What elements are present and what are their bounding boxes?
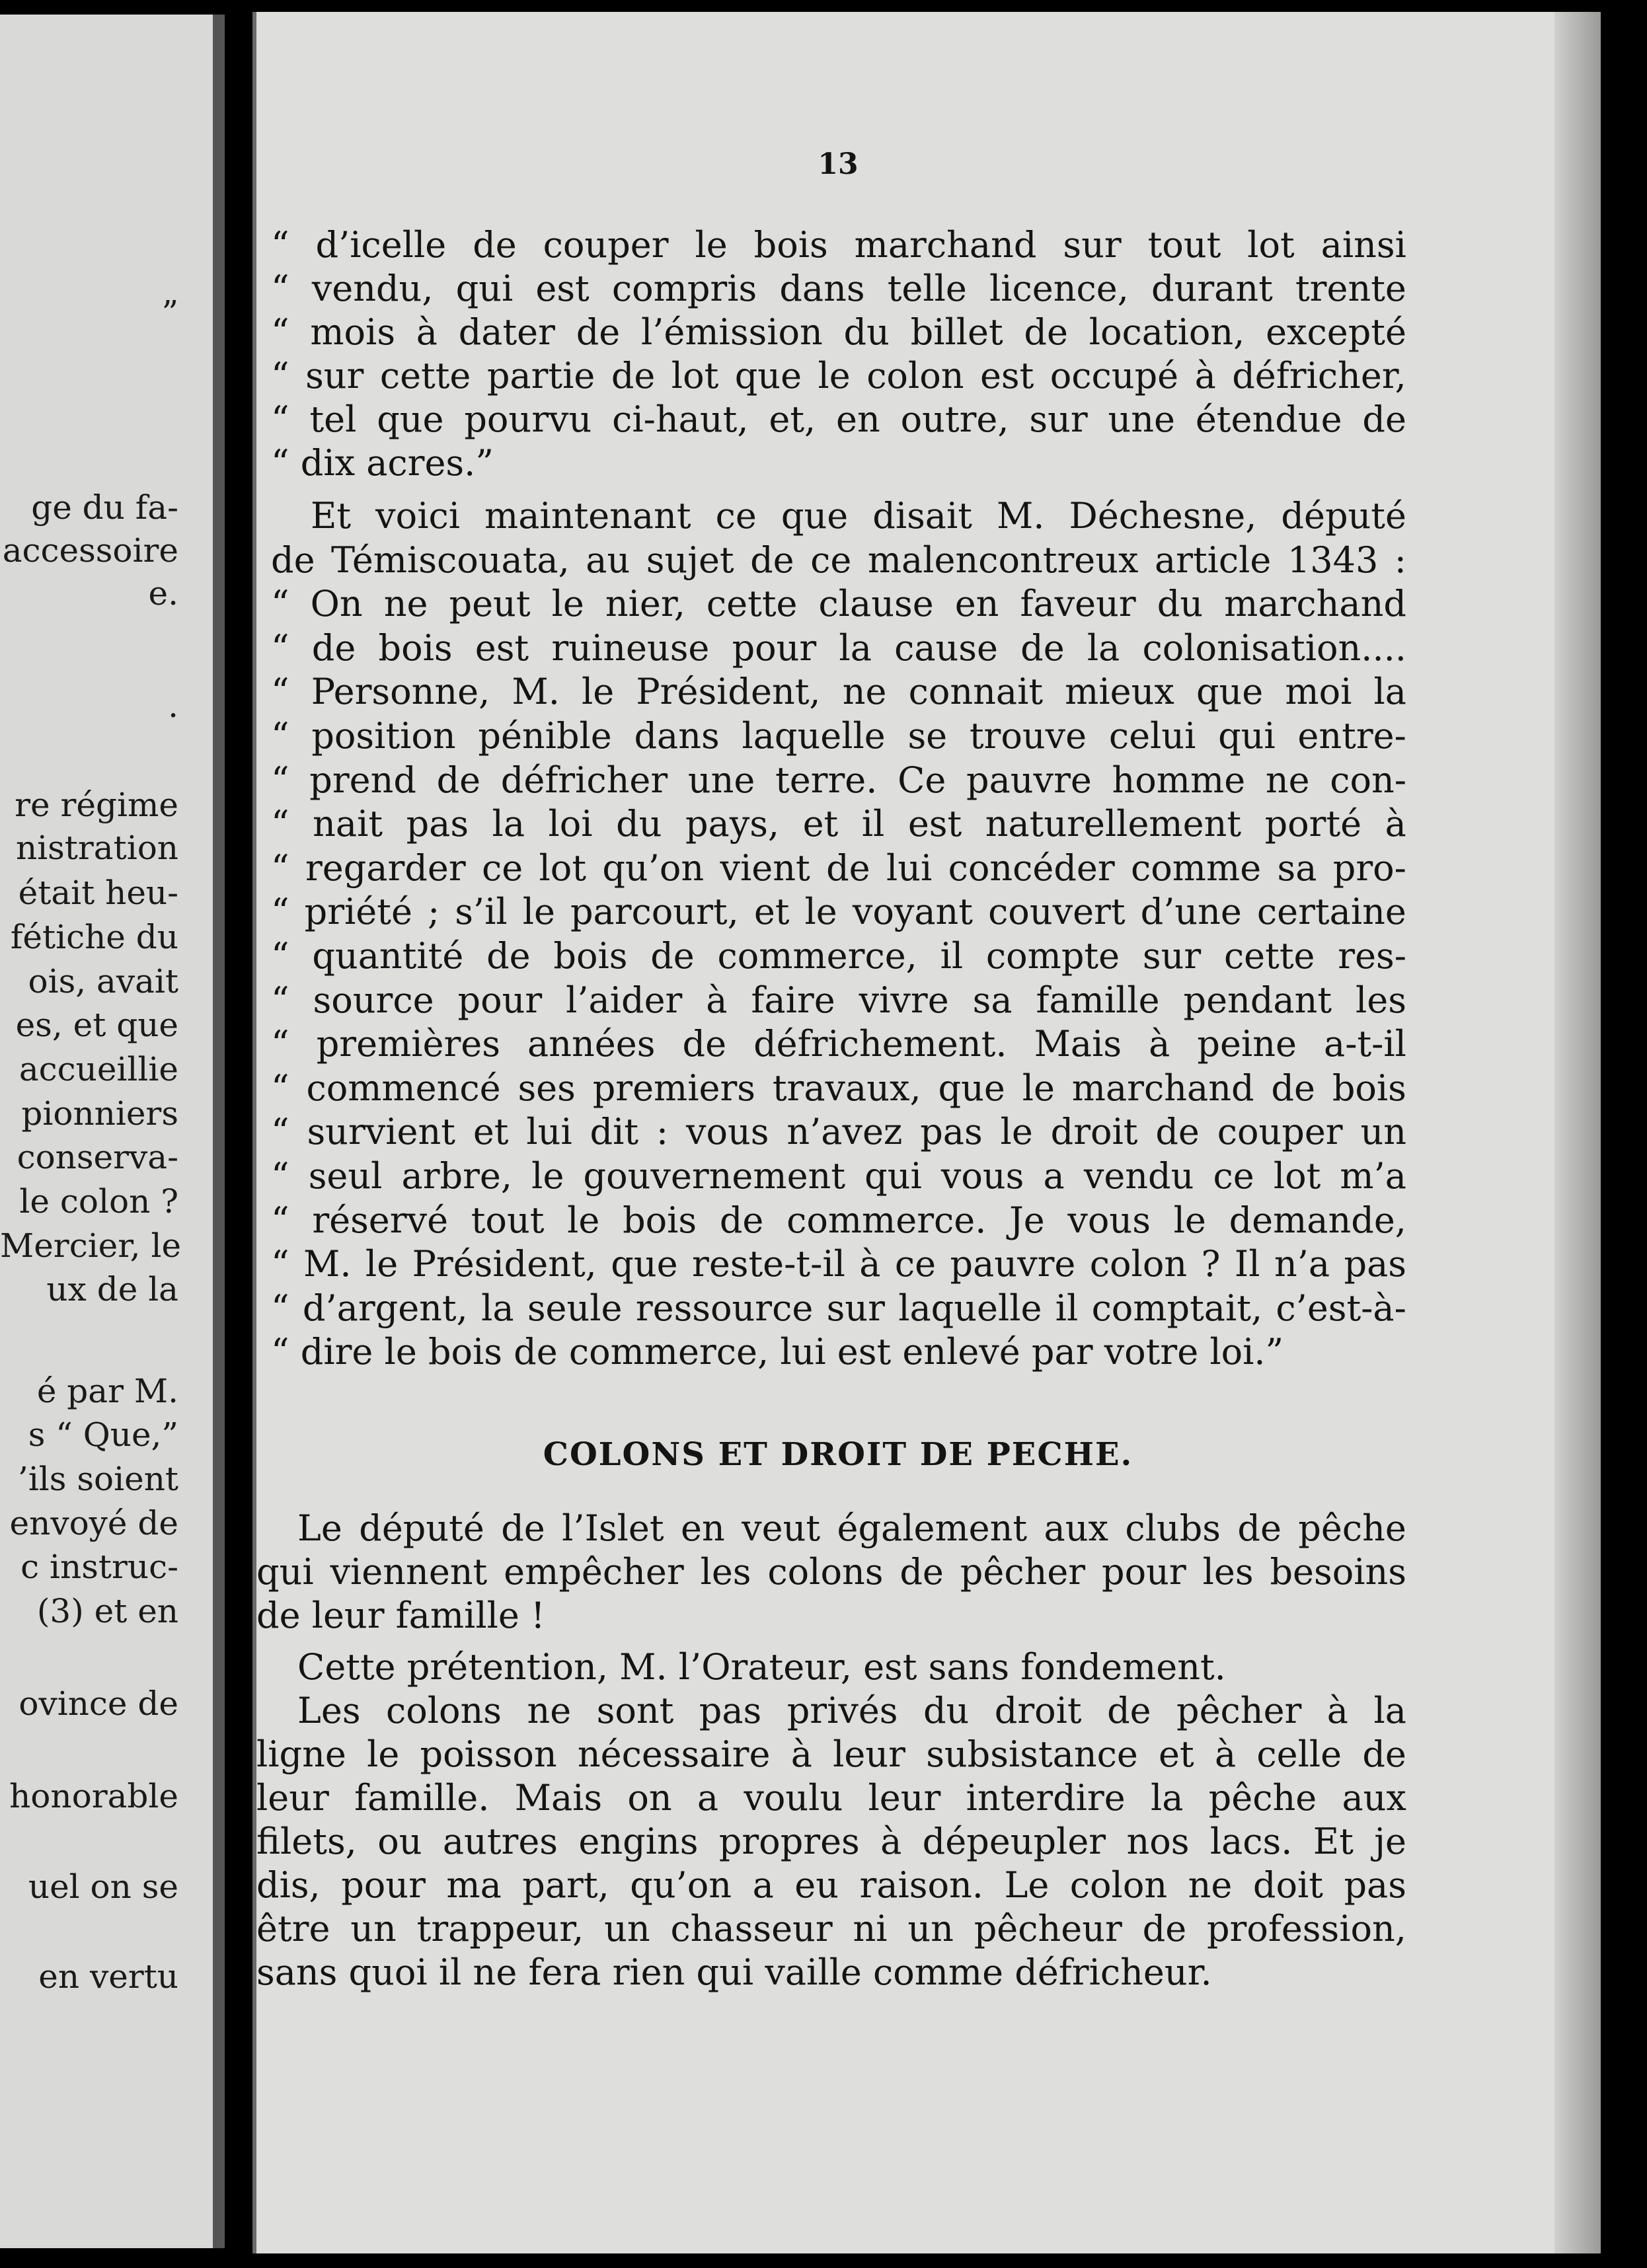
- left-page-line: .: [168, 687, 178, 725]
- left-page-line: s “ Que,”: [28, 1416, 178, 1454]
- left-page-line: é par M.: [36, 1372, 178, 1410]
- paragraph-2-line: “ nait pas la loi du pays, et il est naturellement porté à: [271, 803, 1406, 845]
- left-page-line: ”: [161, 293, 178, 332]
- paragraph-1-line: “ sur cette partie de lot que le colon est occupé à défricher,: [271, 355, 1406, 397]
- left-page-line: re régime: [15, 786, 178, 824]
- left-page-line: uel on se: [28, 1868, 178, 1906]
- left-page-line: ovince de: [19, 1684, 178, 1723]
- paragraph-1-line: “ vendu, qui est compris dans telle licence, durant trente: [271, 268, 1406, 309]
- paragraph-2-line: “ priété ; s’il le parcourt, et le voyant couvert d’une certaine: [271, 891, 1406, 933]
- paragraph-2-line: de Témiscouata, au sujet de ce malencontreux article 1343 :: [271, 539, 1406, 581]
- paragraph-2-line: “ On ne peut le nier, cette clause en faveur du marchand: [271, 583, 1406, 625]
- paragraph-5-line: être un trappeur, un chasseur ni un pêcheur de profession,: [256, 1908, 1406, 1949]
- page-number: 13: [818, 147, 859, 181]
- paragraph-2-line: “ source pour l’aider à faire vivre sa famille pendant les: [271, 979, 1406, 1021]
- paragraph-5-line: sans quoi il ne fera rien qui vaille comme défricheur.: [256, 1951, 1212, 1993]
- left-page-line: es, et que: [15, 1006, 178, 1044]
- paragraph-3-line: qui viennent empêcher les colons de pêcher pour les besoins: [256, 1551, 1406, 1593]
- left-page-line: ux de la: [46, 1270, 178, 1308]
- paragraph-1-line: “ tel que pourvu ci-haut, et, en outre, sur une étendue de: [271, 398, 1406, 440]
- paragraph-2-line: “ prend de défricher une terre. Ce pauvre homme ne con-: [271, 759, 1406, 801]
- paragraph-2-line: “ Personne, M. le Président, ne connait mieux que moi la: [271, 671, 1406, 713]
- left-page-line: fétiche du: [10, 918, 178, 956]
- left-page-line: ge du fa-: [31, 488, 178, 527]
- paragraph-1-line: “ dix acres.”: [271, 442, 494, 484]
- paragraph-2-line: “ premières années de défrichement. Mais à peine a-t-il: [271, 1023, 1406, 1065]
- left-page-line: e.: [148, 574, 178, 613]
- paragraph-2-line: “ regarder ce lot qu’on vient de lui concéder comme sa pro-: [271, 847, 1406, 889]
- paragraph-2-line: “ commencé ses premiers travaux, que le marchand de bois: [271, 1067, 1406, 1109]
- left-page-line: honorable: [9, 1777, 178, 1815]
- paragraph-4-line: Cette prétention, M. l’Orateur, est sans fondement.: [297, 1646, 1226, 1688]
- left-page-line: en vertu: [38, 1957, 178, 1996]
- page-gutter: [213, 15, 225, 2248]
- paragraph-3-line: Le député de l’Islet en veut également aux clubs de pêche: [297, 1507, 1406, 1549]
- page-edge: [1554, 12, 1601, 2253]
- left-page-line: était heu-: [18, 874, 178, 912]
- paragraph-2-line: “ quantité de bois de commerce, il compte sur cette res-: [271, 935, 1406, 977]
- paragraph-5-line: Les colons ne sont pas privés du droit de pêcher à la: [297, 1690, 1406, 1731]
- left-page-line: accessoire: [2, 531, 178, 570]
- paragraph-2-line: “ seul arbre, le gouvernement qui vous a vendu ce lot m’a: [271, 1155, 1406, 1197]
- left-page-line: accueillie: [19, 1050, 178, 1088]
- left-page-line: envoyé de: [9, 1504, 178, 1542]
- left-page-line: (3) et en: [36, 1592, 178, 1630]
- paragraph-2-line: “ survient et lui dit : vous n’avez pas le droit de couper un: [271, 1111, 1406, 1153]
- left-page-line: conserva-: [17, 1138, 178, 1176]
- paragraph-2-line: “ de bois est ruineuse pour la cause de la colonisation....: [271, 626, 1406, 669]
- paragraph-1-line: “ d’icelle de couper le bois marchand sur tout lot ainsi: [271, 224, 1406, 266]
- paragraph-3-line: de leur famille !: [256, 1595, 545, 1636]
- right-page: [252, 12, 1601, 2253]
- paragraph-2-line: “ d’argent, la seule ressource sur laquelle il comptait, c’est-à-: [271, 1287, 1406, 1329]
- left-page-line: ois, avait: [28, 962, 178, 1001]
- paragraph-5-line: dis, pour ma part, qu’on a eu raison. Le colon ne doit pas: [256, 1864, 1406, 1906]
- section-heading: COLONS ET DROIT DE PECHE.: [543, 1436, 1133, 1473]
- left-page-line: Mercier, le: [0, 1227, 182, 1265]
- paragraph-1-line: “ mois à dater de l’émission du billet de location, excepté: [271, 311, 1406, 353]
- paragraph-2-line: “ position pénible dans laquelle se trouve celui qui entre-: [271, 715, 1406, 757]
- paragraph-2-line: “ M. le Président, que reste-t-il à ce pauvre colon ? Il n’a pas: [271, 1243, 1406, 1285]
- paragraph-2-line: Et voici maintenant ce que disait M. Déchesne, député: [311, 495, 1406, 537]
- left-page-fragment: [0, 15, 225, 2248]
- left-page-line: ’ils soient: [17, 1460, 178, 1498]
- left-page-line: nistration: [15, 829, 178, 867]
- left-page-line: pionniers: [21, 1094, 178, 1133]
- paragraph-2-line: “ dire le bois de commerce, lui est enlevé par votre loi.”: [271, 1331, 1284, 1373]
- paragraph-5-line: filets, ou autres engins propres à dépeupler nos lacs. Et je: [256, 1821, 1406, 1862]
- paragraph-5-line: ligne le poisson nécessaire à leur subsistance et à celle de: [256, 1733, 1406, 1775]
- paragraph-5-line: leur famille. Mais on a voulu leur interdire la pêche aux: [256, 1777, 1406, 1819]
- left-page-line: c instruc-: [20, 1548, 178, 1586]
- paragraph-2-line: “ réservé tout le bois de commerce. Je vous le demande,: [271, 1199, 1406, 1241]
- left-page-line: le colon ?: [19, 1182, 178, 1221]
